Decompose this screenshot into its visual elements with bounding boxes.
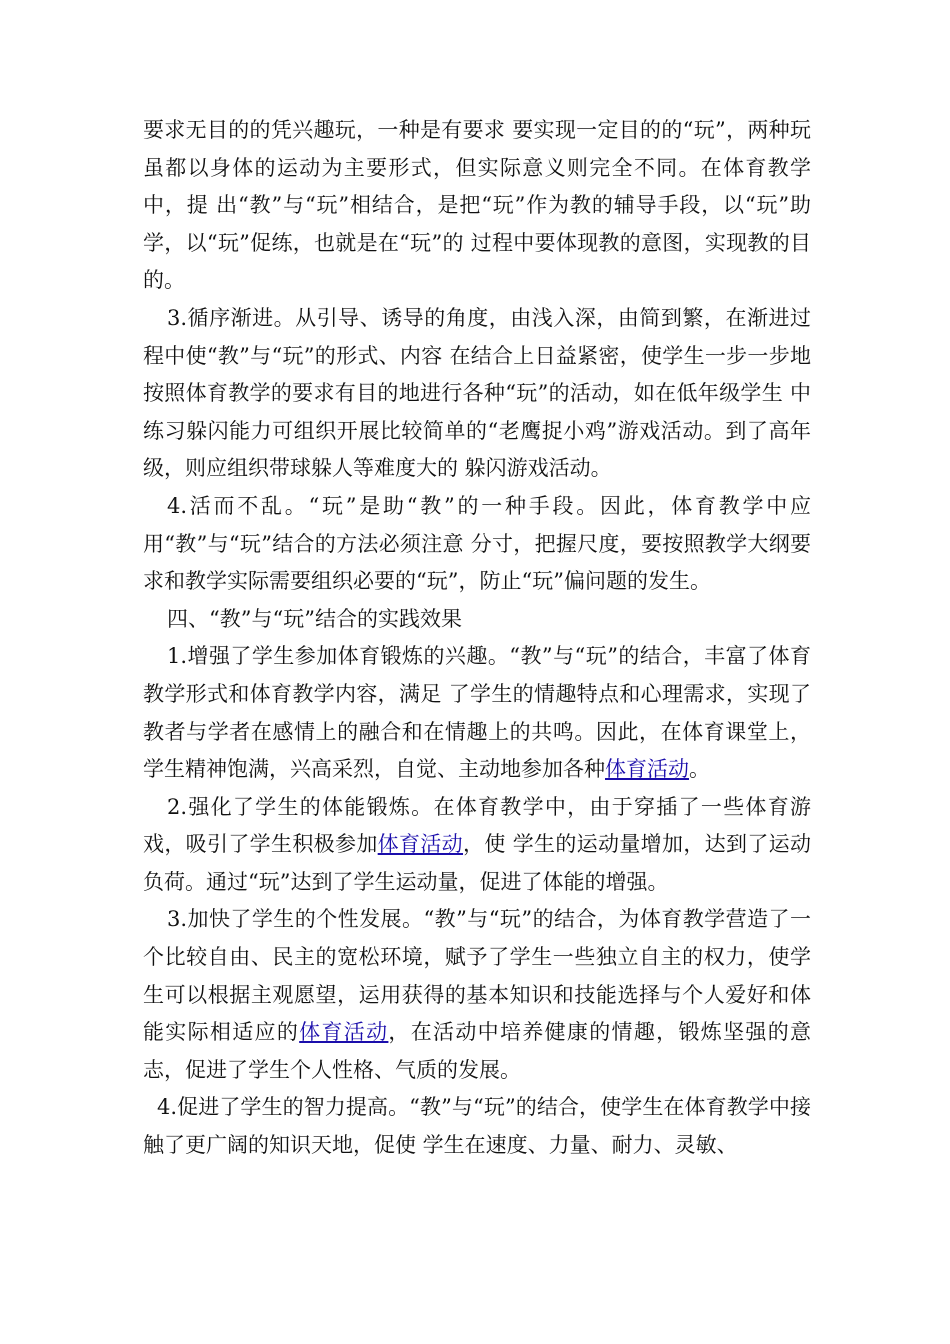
- sports-activity-link[interactable]: 体育活动: [377, 832, 464, 857]
- paragraph-effect-fitness: [143, 789, 811, 902]
- paragraph-text: 3.加快了学生的个性发展。“教”与“玩”的结合，为体育教学营造了一个比较自由、民主的宽松环境，赋予了学生一些独立自主的权力，使学生可以根据主观愿望，运用获得的基本知识和技能选择与个人爱好和体 能实际相适应的: [143, 907, 811, 1045]
- paragraph-continuation: [143, 112, 811, 300]
- paragraph-effect-personality: [143, 901, 811, 1089]
- section-heading-text: 四、“教”与“玩”结合的实践效果: [167, 606, 462, 631]
- sports-activity-link[interactable]: 体育活动: [299, 1020, 389, 1045]
- paragraph-text: 3.循序渐进。从引导、诱导的角度，由浅入深，由简到繁，在渐进过程中使“教”与“玩”的形式、内容 在结合上日益紧密，使学生一步一步地按照体育教学的要求有目的地进行各种“玩”的活动，如在低年级学生 中练习躲闪能力可组织开展比较简单的“老鹰捉小鸡”游戏活动。到了高年级，则应组织带球躲人等难度大的 躲闪游戏活动。: [143, 305, 811, 481]
- paragraph-text: ，使 学生的运动量增加，达到了运动负荷。通过“玩”达到了学生运动量，促进了体能的增强。: [143, 832, 812, 894]
- paragraph-text: ，在活动中培养健康的情趣，锻炼坚强的意志，促进了学生个人性格、气质的发展。: [143, 1020, 812, 1082]
- paragraph-text: 4.促进了学生的智力提高。“教”与“玩”的结合，使学生在体育教学中接触了更广阔的知识天地，促使 学生在速度、力量、耐力、灵敏、: [143, 1095, 811, 1158]
- paragraph-text: 要求无目的的凭兴趣玩，一种是有要求 要实现一定目的的“玩”，两种玩虽都以身体的运动为主要形式，但实际意义则完全不同。在体育教学中，提 出“教”与“玩”相结合，是把“玩”作为教的辅导手段，以“玩”助学，以“玩”促练，也就是在“玩”的 过程中要体现教的意图，实现教的目的。: [143, 118, 811, 293]
- paragraph-text: 2.强化了学生的体能锻炼。在体育教学中，由于穿插了一些体育游戏，吸引了学生积极参加: [143, 794, 811, 857]
- paragraph-gradual-progress: [143, 300, 811, 488]
- document-body: [143, 112, 811, 1165]
- paragraph-text: 4.活而不乱。“玩”是助“教”的一种手段。因此，体育教学中应用“教”与“玩”结合的方法必须注意 分寸，把握尺度，要按照教学大纲要求和教学实际需要组织必要的“玩”，防止“玩”偏问题的发生。: [143, 493, 811, 594]
- sports-activity-link[interactable]: 体育活动: [605, 757, 689, 782]
- paragraph-effect-interest: [143, 638, 811, 788]
- paragraph-text: 。: [689, 757, 710, 782]
- paragraph-text: 1.增强了学生参加体育锻炼的兴趣。“教”与“玩”的结合，丰富了体育教学形式和体育教学内容，满足 了学生的情趣特点和心理需求，实现了教者与学者在感情上的融合和在情趣上的共鸣。因此，在体育课堂上，学生精神饱满，兴高采烈，自觉、主动地参加各种: [143, 644, 811, 782]
- section-heading: [143, 601, 811, 639]
- paragraph-lively-not-chaotic: [143, 488, 811, 601]
- paragraph-effect-intelligence: [143, 1089, 811, 1164]
